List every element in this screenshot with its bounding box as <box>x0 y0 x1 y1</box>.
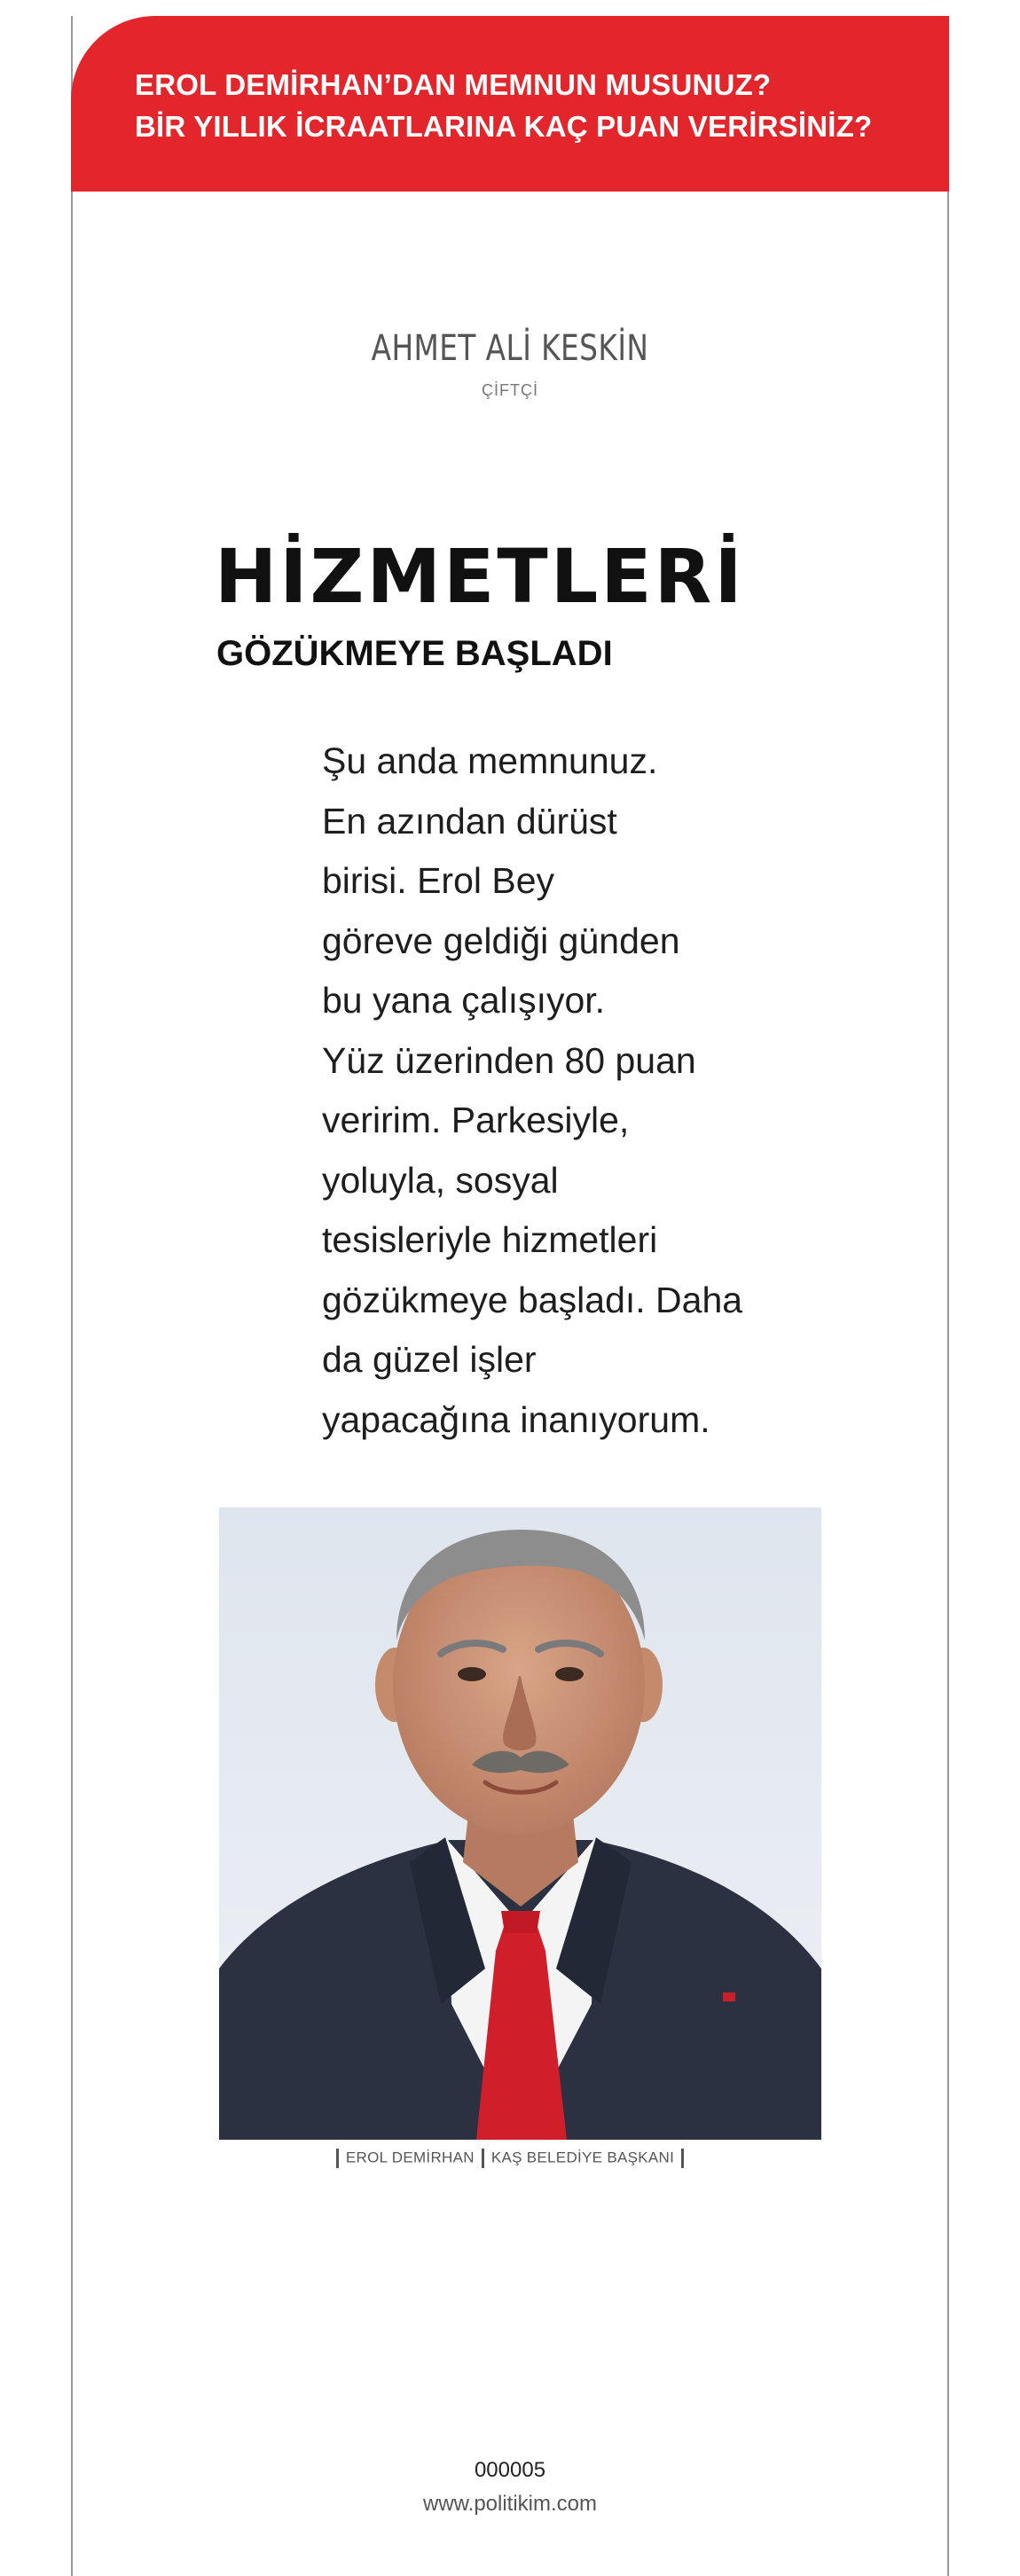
headline: HİZMETLERİ <box>215 533 745 620</box>
quote-line: veririm. Parkesiyle, <box>322 1100 630 1140</box>
banner-question-line-1: EROL DEMİRHAN’DAN MEMNUN MUSUNUZ? <box>135 68 772 101</box>
quote-line: Yüz üzerinden 80 puan <box>322 1039 696 1081</box>
quote-line: Şu anda memnunuz. <box>322 740 658 781</box>
caption-divider <box>681 2149 684 2168</box>
quote-line: tesisleriyle hizmetleri <box>322 1219 658 1260</box>
website-url: www.politikim.com <box>422 2492 598 2516</box>
photo-caption <box>0 2149 1020 2168</box>
subheadline: GÖZÜKMEYE BAŞLADI <box>216 634 613 673</box>
quote-line: gözükmeye başladı. Daha <box>322 1279 743 1320</box>
quote-line: da güzel işler <box>322 1339 537 1380</box>
quote-line: göreve geldiği günden <box>322 920 680 961</box>
quote-line: birisi. Erol Bey <box>322 860 555 901</box>
caption-title: KAŞ BELEDİYE BAŞKANI <box>490 2149 675 2166</box>
portrait-illustration <box>219 1507 821 2140</box>
caption-name: EROL DEMİRHAN <box>345 2149 475 2166</box>
interviewee-name: AHMET ALİ KESKİN <box>371 328 649 369</box>
banner-question-line-2: BİR YILLIK İCRAATLARINA KAÇ PUAN VERİRSİNİZ? <box>135 110 873 143</box>
mayor-portrait-photo <box>219 1507 821 2140</box>
quote-line: yapacağına inanıyorum. <box>322 1398 710 1440</box>
quote-line: En azından dürüst <box>322 800 617 842</box>
question-banner <box>71 16 949 192</box>
interviewee-occupation: ÇİFTÇİ <box>482 381 538 399</box>
caption-divider <box>482 2149 484 2168</box>
caption-divider <box>336 2149 339 2168</box>
quote-line: bu yana çalışıyor. <box>322 980 606 1021</box>
page-code: 000005 <box>474 2458 546 2482</box>
quote-line: yoluyla, sosyal <box>322 1159 559 1201</box>
quote-text <box>322 732 819 1450</box>
